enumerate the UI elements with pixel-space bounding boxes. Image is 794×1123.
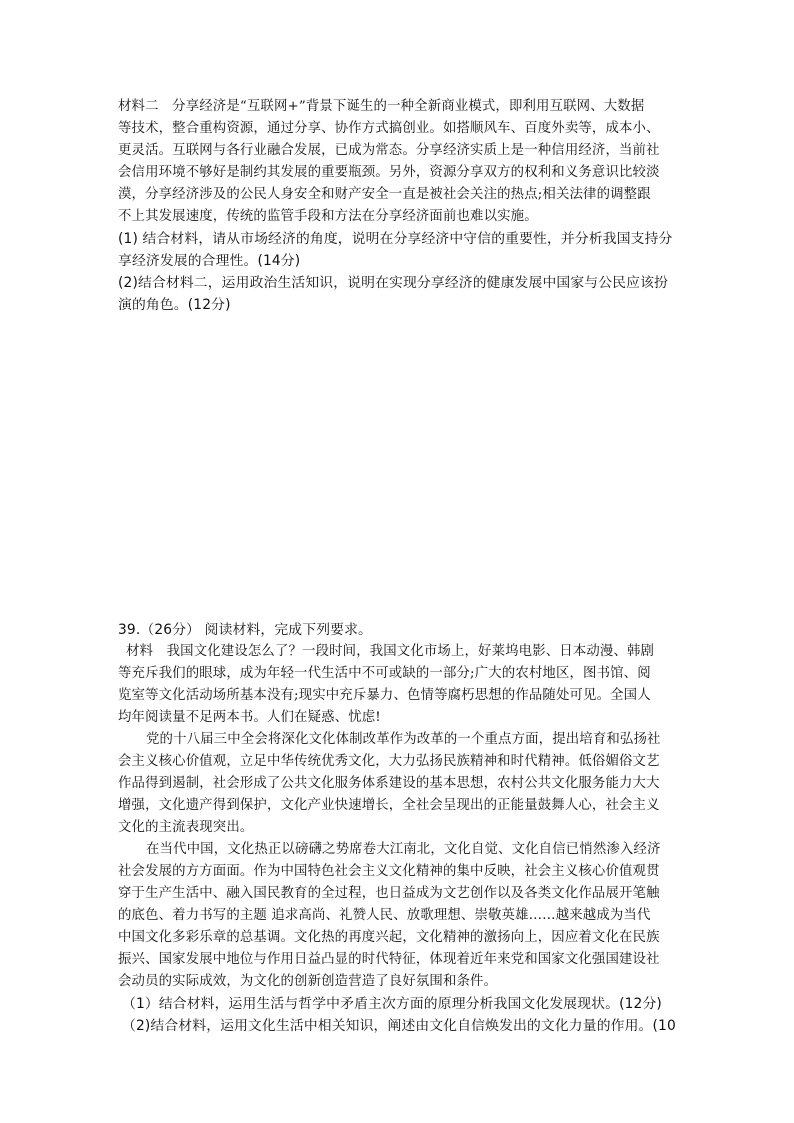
material-line: 在当代中国，文化热正以磅礴之势席卷大江南北，文化自觉、文化自信已悄然渗入经济	[146, 842, 661, 857]
material-line: 均年阅读量不足两本书。人们在疑惑、忧虑!	[118, 710, 381, 725]
material-two-line: 等技术，整合重构资源，通过分享、协作方式搞创业。如搭顺风车、百度外卖等，成本小、	[118, 121, 660, 136]
material-line: 中国文化多彩乐章的总基调。文化热的再度兴起，文化精神的激扬向上，因应着文化在民族	[118, 930, 660, 945]
question-39-1: （1）结合材料，运用生活与哲学中矛盾主次方面的原理分析我国文化发展现状。(12分)	[122, 996, 662, 1012]
material-line: 作品得到遏制，社会形成了公共文化服务体系建设的基本思想，农村公共文化服务能力大大	[118, 776, 660, 791]
material-two-line: 更灵活。互联网与各行业融合发展，已成为常态。分享经济实质上是一种信用经济，当前社	[118, 143, 660, 158]
material-line: 社会发展的方方面面。作为中国特色社会主义文化精神的集中反映，社会主义核心价值观贯	[118, 864, 660, 879]
material-two-line: 漠，分享经济涉及的公民人身安全和财产安全一直是被社会关注的热点;相关法律的调整跟	[118, 187, 651, 202]
material-two-section	[118, 96, 683, 316]
material-line: 览室等文化活动场所基本没有;现实中充斥暴力、色情等腐朽思想的作品随处可见。全国人	[118, 688, 651, 703]
question-2-line: (2)结合材料二，运用政治生活知识，说明在实现分享经济的健康发展中国家与公民应该扮	[118, 275, 668, 291]
question-39-heading: 39.（26分） 阅读材料，完成下列要求。	[118, 622, 372, 638]
material-line: 穿于生产生活中、融入国民教育的全过程，也日益成为文艺创作以及各类文化作品展开笔触	[118, 886, 660, 901]
question-1-line: 享经济发展的合理性。(14分)	[118, 253, 301, 269]
material-line: 会动员的实际成效，为文化的创新创造营造了良好氛围和条件。	[118, 974, 498, 989]
material-two-line: 不上其发展速度，传统的监管手段和方法在分享经济面前也难以实施。	[118, 209, 538, 224]
question-39-2: （2)结合材料，运用文化生活中相关知识，阐述由文化自信焕发出的文化力量的作用。(10	[122, 1018, 676, 1034]
material-line: 材料 我国文化建设怎么了？一段时间，我国文化市场上，好莱坞电影、日本动漫、韩剧	[126, 644, 655, 659]
material-two-line: 材料二 分享经济是“互联网+”背景下诞生的一种全新商业模式，即利用互联网、大数据	[118, 99, 645, 114]
question-39-section	[118, 619, 683, 1037]
material-two-line: 会信用环境不够好是制约其发展的重要瓶颈。另外，资源分享双方的权利和义务意识比较淡	[118, 165, 660, 180]
material-line: 振兴、国家发展中地位与作用日益凸显的时代特征，体现着近年来党和国家文化强国建设社	[118, 952, 660, 967]
material-line: 的底色、着力书写的主题 追求高尚、礼赞人民、放歌理想、崇敬英雄……越来越成为当代	[118, 908, 651, 923]
material-line: 增强，文化遗产得到保护，文化产业快速增长，全社会呈现出的正能量鼓舞人心，社会主义	[118, 798, 660, 813]
question-2-line: 演的角色。(12分)	[118, 297, 231, 313]
question-1-line: (1) 结合材料，请从市场经济的角度，说明在分享经济中守信的重要性，并分析我国支持分	[118, 231, 673, 247]
material-line: 等充斥我们的眼球，成为年轻一代生活中不可或缺的一部分;广大的农村地区，图书馆、阅	[118, 666, 651, 681]
material-line: 党的十八届三中全会将深化文化体制改革作为改革的一个重点方面，提出培育和弘扬社	[146, 732, 661, 747]
material-line: 会主义核心价值观，立足中华传统优秀文化，大力弘扬民族精神和时代精神。低俗媚俗文艺	[118, 754, 660, 769]
material-line: 文化的主流表现突出。	[118, 820, 254, 835]
